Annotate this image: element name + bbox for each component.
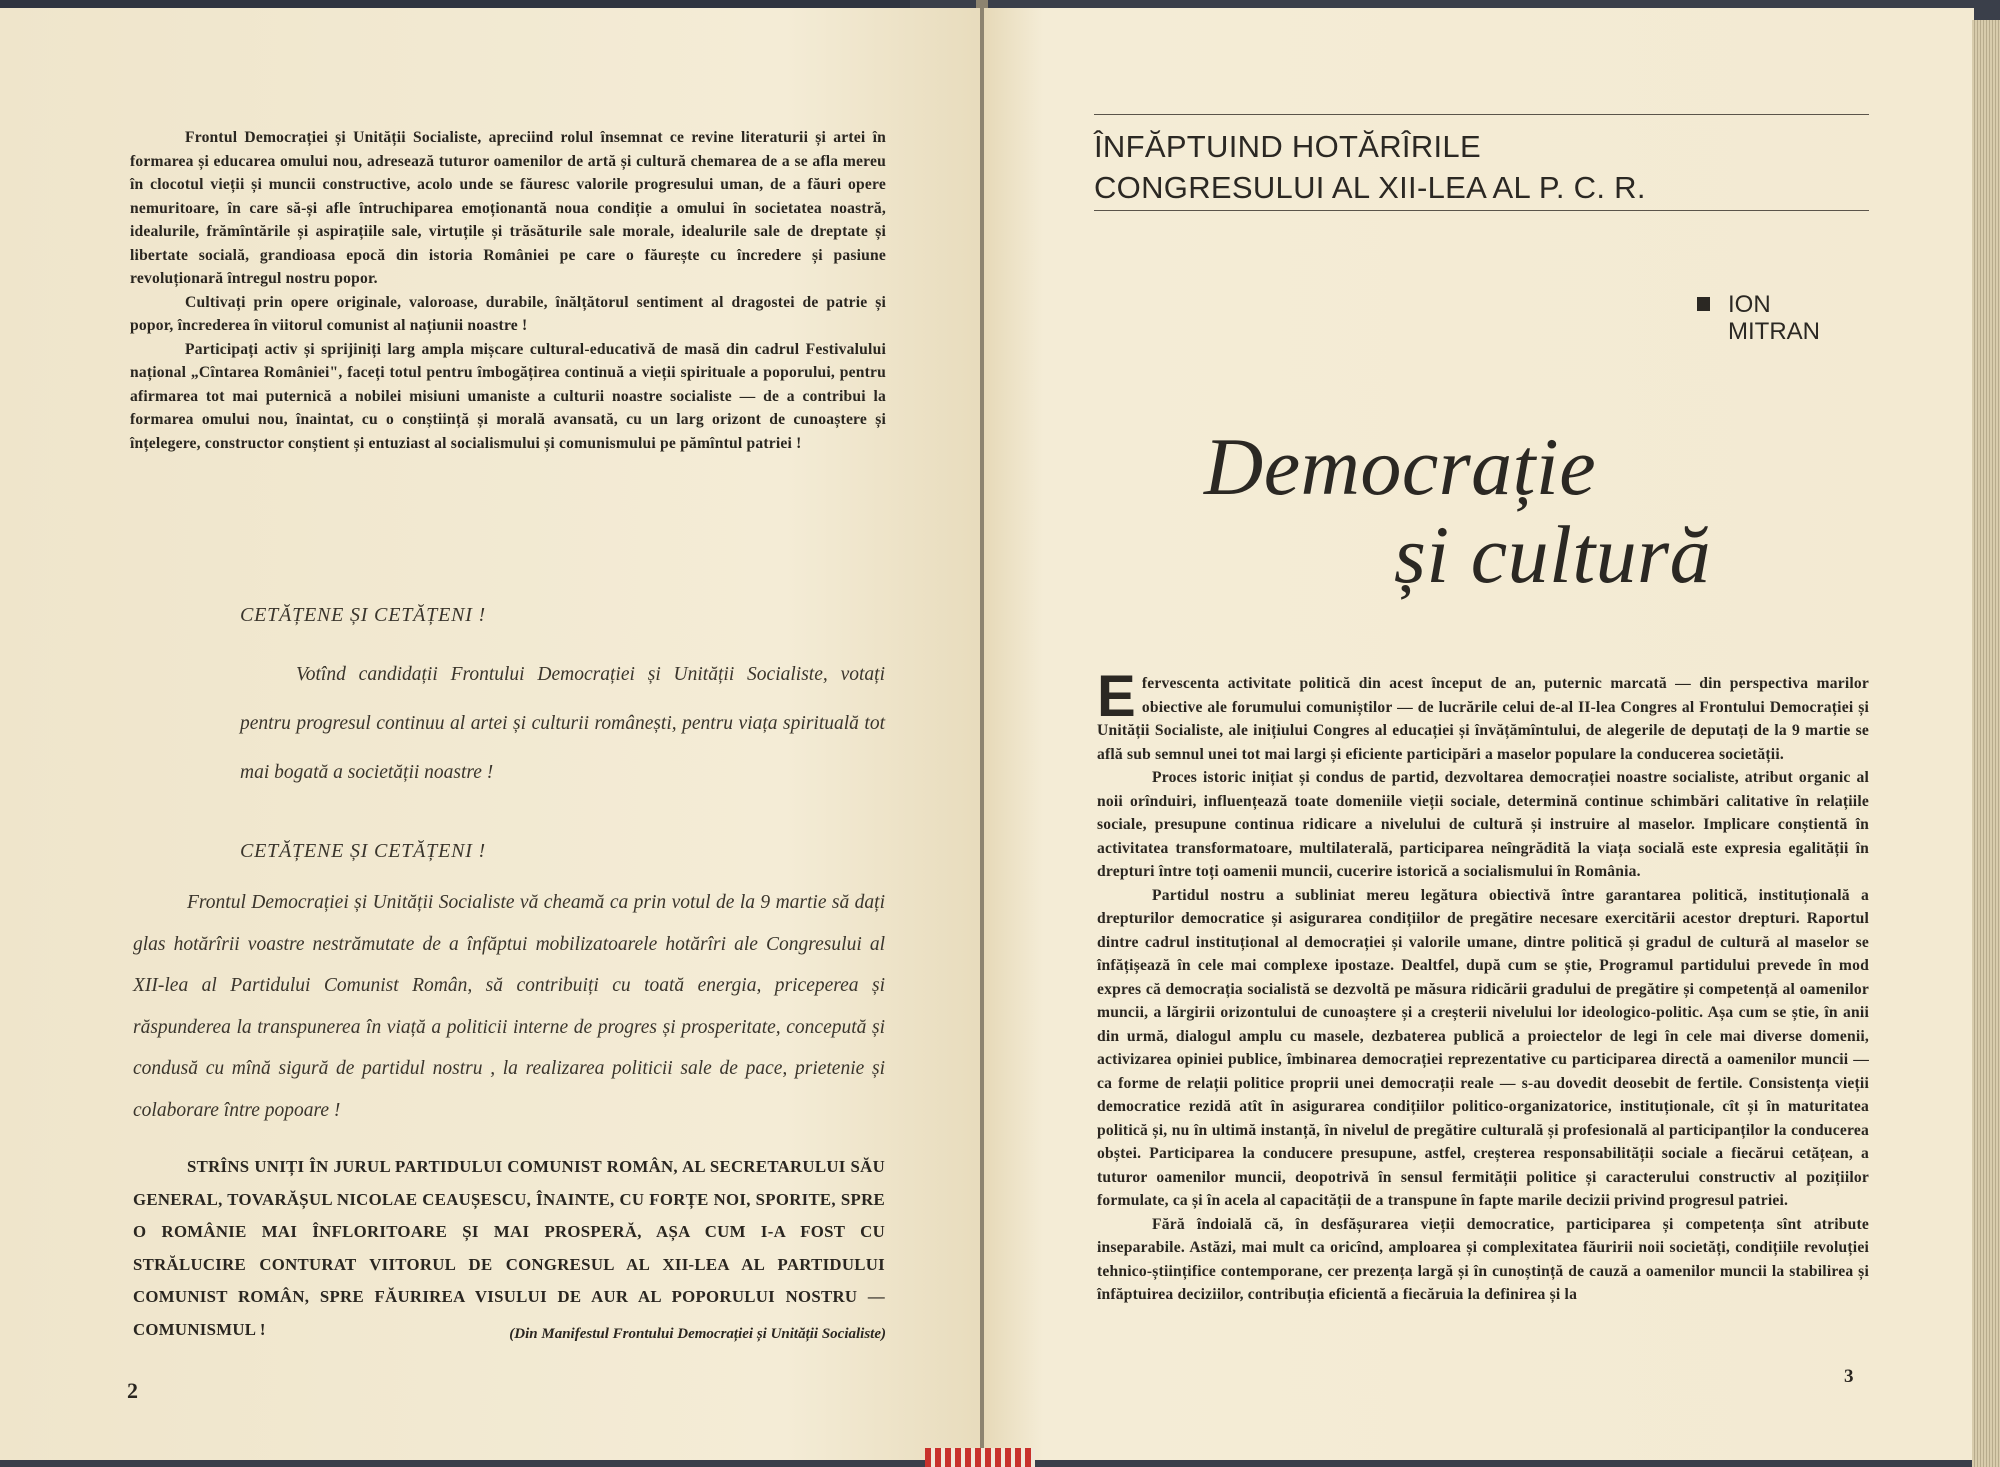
intro-paragraph: Participați activ și sprijiniți larg ampla mișcare cultural-educativă de masă din cadrul Festivalului național „Cîntarea României", faceți totul pentru îmbogățirea continuă a vieții spirituale a poporului, pentru afirmarea tot mai puternică a nobilei misiuni umaniste a culturii noastre socialiste — de a contribui la formarea omului nou, înaintat, cu o conștiință și morală avansată, cu un larg orizont de cunoaștere și înțelegere, constructor conștient și entuziast al socialismului și comunismului pe pămîntul patriei !: [130, 340, 886, 452]
article-paragraph: Proces istoric inițiat și condus de partid, dezvoltarea democrației noastre socialiste, atribut organic al noii orînduiri, influențează toate domeniile vieții sociale, determină continue schimbări calitative în relațiile sociale, presupune continua ridicare a nivelului de cultură și instruire al maselor. Implicare conștientă în activitatea transformatoare, multilaterală, participarea neîngrădită la viața socială este expresia egalității în drepturi între toți oamenii muncii, cucerire istorică a socialismului în România.: [1097, 769, 1869, 880]
left-page: [0, 8, 980, 1460]
section-title-line: CONGRESULUI AL XII-LEA AL P. C. R.: [1094, 170, 1646, 205]
appeal-heading: CETĂȚENE ȘI CETĂȚENI !: [240, 840, 486, 862]
appeal-heading: CETĂȚENE ȘI CETĂȚENI !: [240, 604, 486, 626]
article-lead-text: fervescenta activitate politică din acest început de an, puternic marcată — din perspectiva marilor obiective ale forumului comuniștilor — de lucrările celui de-al II-lea Congres al Frontului Democrației și Unității Socialiste, ale inițiului Congres al educației și învățămîntului, de alegerile de deputați de la 9 martie se află sub semnul unei tot mai largi și eficiente participări a maselor populare la conducerea societății.: [1097, 675, 1869, 763]
article-title-line: Democrație: [1204, 421, 1597, 512]
intro-paragraph: Frontul Democrației și Unității Socialiste, apreciind rolul însemnat ce revine literaturii și artei în formarea și educarea omului nou, adresează tuturor oamenilor de artă și cultură chemarea de a se afla mereu în clocotul vieții și muncii constructive, acolo unde se făuresc valorile progresului uman, de a făuri opere nemuritoare, în care să-și afle întruchiparea emoționantă noua condiție a omului în societatea noastră, idealurile, frămîntările și aspirațiile sale, virtuțile și trăsăturile sale morale, idealurile sale de dreptate și libertate socială, grandioasa epocă din istoria României pe care o făurește cu încredere și pasiune revoluționară întregul nostru popor.: [130, 129, 886, 287]
square-bullet-icon: [1697, 297, 1710, 311]
right-page: [984, 8, 1974, 1460]
page-number: 3: [1844, 1366, 1854, 1387]
page-edges: [1972, 20, 2000, 1467]
binding-edge: [0, 0, 910, 8]
article-paragraph: Partidul nostru a subliniat mereu legătura obiectivă între garantarea politică, instituțională a drepturilor democratice și asigurarea condițiilor de pregătire necesare exercitării acestor drepturi. Raportul dintre cadrul instituțional al democrației și valorile umane, dintre politică și gradul de cultură al maselor se înfățișează în cele mai complexe ipostaze. Dealtfel, după cum se știe, Programul partidului prevede în mod expres că democrația socialistă se dezvoltă pe măsura ridicării gradului de pregătire și competență al oamenilor muncii, a lărgirii orizontului de cunoaștere și a creșterii nivelului lor ideologico-politic. Așa cum se știe, în anii din urmă, dialogul amplu cu masele, dezbaterea publică a proiectelor de legi în cele mai diverse domenii, activizarea opiniei publice, îmbinarea democrației reprezentative cu participarea directă a oamenilor muncii — ca forme de relații politice proprii unei democrații reale — s-au dovedit deosebit de fertile. Consistența vieții democratice rezidă atît în asigurarea condițiilor politico-organizatorice, instituționale, cît și în maturitatea politică și, nu în ultimă instanță, în nivelul de pregătire culturală și profesională al participanților la conducerea obștei. Participarea la conducere presupune, astfel, creșterea responsabilității sociale a fiecărui cetățean, a tuturor oamenilor muncii, deopotrivă în sensul fermității politice și caracterului constructiv al pozițiilor formulate, ca și în acela al capacității de a transpune în fapte marile decizii privind progresul patriei.: [1097, 886, 1869, 1209]
section-title-line: ÎNFĂPTUIND HOTĂRÎRILE: [1094, 129, 1481, 164]
drop-cap: E: [1097, 664, 1136, 729]
page-number: 2: [127, 1378, 138, 1403]
divider: [1094, 114, 1869, 115]
section-title: [1094, 126, 1854, 208]
author-last-name: MITRAN: [1728, 318, 1820, 345]
author-byline: [1697, 291, 1820, 345]
slogan-paragraph: STRÎNS UNIȚI ÎN JURUL PARTIDULUI COMUNIST ROMÂN, AL SECRETARULUI SĂU GENERAL, TOVARĂȘUL NICOLAE CEAUȘESCU, ÎNAINTE, CU FORȚE NOI, SPORITE, SPRE O ROMÂNIE MAI ÎNFLORITOARE ȘI MAI PROSPERĂ, AȘA CUM I-A FOST CU STRĂLUCIRE CONTURAT VIITORUL DE CONGRESUL AL XII-LEA AL PARTIDULUI COMUNIST ROMÂN, SPRE FĂURIREA VISULUI DE AUR AL POPORULUI NOSTRU — COMUNISMUL !: [133, 1157, 885, 1339]
divider: [1094, 210, 1869, 211]
author-first-name: ION: [1728, 291, 1771, 318]
source-citation: (Din Manifestul Frontului Democrației și Unității Socialiste): [509, 1326, 886, 1342]
article-paragraph: [1097, 664, 1869, 766]
appeal-paragraph: Frontul Democrației și Unității Socialiste vă cheamă ca prin votul de la 9 martie să dați glas hotărîrii voastre nestrămutate de a înfăptui mobilizatoarele hotărîri ale Congresului al XII-lea al Partidului Comunist Român, să contribuiți cu toată energia, priceperea și răspunderea la transpunerea în viață a politicii interne de progres și prosperitate, concepută și condusă cu mînă sigură de partidul nostru , la realizarea politicii sale de pace, prietenie și colaborare între popoare !: [133, 892, 885, 1121]
article-paragraph: Fără îndoială că, în desfășurarea vieții democratice, participarea și competența sînt atribute inseparabile. Astăzi, mai mult ca oricînd, amploarea și complexitatea făuririi noii societăți, condițiile revoluției tehnico-științifice contemporane, cer prezența largă și în cunoștință de cauză a oamenilor muncii la stabilirea și înfăptuirea deciziilor, contribuția eficientă a fiecăruia la definirea și la: [1097, 1215, 1869, 1303]
appeal-paragraph: Votînd candidații Frontului Democrației și Unității Socialiste, votați pentru progresul continuu al artei și culturii românești, pentru viața spirituală tot mai bogată a societății noastre !: [240, 664, 885, 783]
article-body: [1097, 664, 1869, 1307]
intro-paragraph: Cultivați prin opere originale, valoroase, durabile, înălțătorul sentiment al dragostei de patrie și popor, încrederea în viitorul comunist al națiunii noastre !: [130, 293, 886, 334]
article-title-line: și cultură: [1394, 509, 1712, 600]
manifesto-intro: [130, 126, 886, 455]
bookmark-ribbon: [925, 1448, 1035, 1467]
